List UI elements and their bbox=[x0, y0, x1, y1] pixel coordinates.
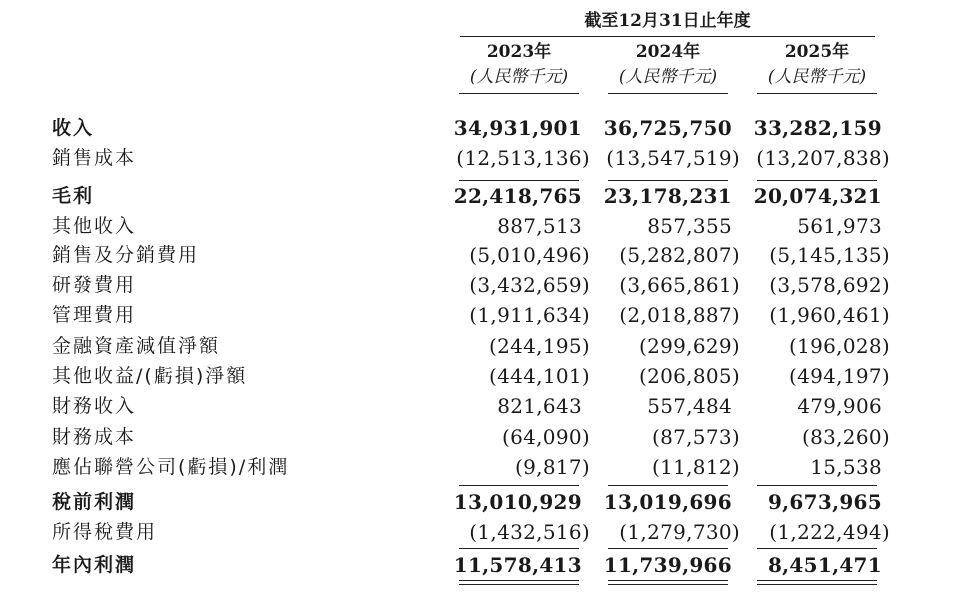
row-label-text: 管理費用 bbox=[52, 300, 136, 330]
table-row bbox=[0, 550, 971, 580]
subtotal-rule bbox=[459, 485, 579, 486]
row-value: (5,282,807) bbox=[619, 243, 740, 267]
row-label bbox=[52, 270, 432, 300]
column-unit-2023: (人民幣千元) bbox=[469, 67, 569, 87]
row-value: (494,197) bbox=[788, 364, 890, 388]
row-value: 13,010,929 bbox=[453, 490, 582, 514]
row-value: 33,282,159 bbox=[753, 116, 882, 140]
subtotal-rule bbox=[459, 548, 579, 549]
table-row bbox=[0, 452, 971, 482]
row-value: 479,906 bbox=[797, 394, 882, 418]
row-label bbox=[52, 550, 432, 580]
row-value: (3,432,659) bbox=[469, 273, 590, 297]
row-label bbox=[52, 143, 432, 173]
period-header: 截至12月31日止年度 bbox=[584, 11, 751, 31]
column-year-2025: 2025年 bbox=[784, 42, 850, 62]
row-label-text: 所得稅費用 bbox=[52, 517, 157, 547]
row-label-text: 稅前利潤 bbox=[52, 487, 136, 517]
row-label-text: 應佔聯營公司(虧損)/利潤 bbox=[52, 452, 289, 482]
row-label bbox=[52, 361, 432, 391]
row-label-text: 年內利潤 bbox=[52, 550, 136, 580]
row-value: (1,911,634) bbox=[469, 303, 590, 327]
row-label bbox=[52, 181, 432, 211]
table-row bbox=[0, 143, 971, 173]
row-value: 22,418,765 bbox=[453, 184, 582, 208]
row-value: (11,812) bbox=[652, 455, 740, 479]
row-value: 8,451,471 bbox=[767, 553, 882, 577]
row-value: (206,805) bbox=[638, 364, 740, 388]
row-value: (12,513,136) bbox=[456, 146, 590, 170]
row-label-text: 銷售成本 bbox=[52, 143, 136, 173]
row-value: (299,629) bbox=[638, 334, 740, 358]
column-rule-2023 bbox=[459, 93, 579, 94]
total-double-rule bbox=[608, 580, 728, 585]
row-value: (5,010,496) bbox=[469, 243, 590, 267]
subtotal-rule bbox=[608, 180, 728, 181]
column-unit-2024: (人民幣千元) bbox=[618, 67, 718, 87]
row-value: 34,931,901 bbox=[453, 116, 582, 140]
row-value: (244,195) bbox=[488, 334, 590, 358]
row-label-text: 其他收益/(虧損)淨額 bbox=[52, 361, 247, 391]
row-value: (87,573) bbox=[652, 425, 740, 449]
column-rule-2025 bbox=[757, 93, 877, 94]
column-rule-2024 bbox=[608, 93, 728, 94]
row-value: 561,973 bbox=[797, 214, 882, 238]
period-header-rule bbox=[460, 36, 875, 37]
row-value: 20,074,321 bbox=[753, 184, 882, 208]
row-value: 9,673,965 bbox=[767, 490, 882, 514]
row-label bbox=[52, 422, 432, 452]
row-label bbox=[52, 517, 432, 547]
row-value: (3,578,692) bbox=[769, 273, 890, 297]
row-label-text: 研發費用 bbox=[52, 270, 136, 300]
row-value: 36,725,750 bbox=[603, 116, 732, 140]
table-row bbox=[0, 240, 971, 270]
row-value: (9,817) bbox=[515, 455, 590, 479]
row-value: (83,260) bbox=[802, 425, 890, 449]
table-row bbox=[0, 270, 971, 300]
row-label-text: 其他收入 bbox=[52, 211, 136, 241]
row-value: (1,279,730) bbox=[619, 520, 740, 544]
row-value: (1,960,461) bbox=[769, 303, 890, 327]
table-row bbox=[0, 361, 971, 391]
column-year-2024: 2024年 bbox=[635, 42, 701, 62]
row-label bbox=[52, 211, 432, 241]
total-double-rule bbox=[459, 580, 579, 585]
row-value: 557,484 bbox=[647, 394, 732, 418]
subtotal-rule bbox=[459, 180, 579, 181]
row-label bbox=[52, 391, 432, 421]
row-value: (3,665,861) bbox=[619, 273, 740, 297]
row-label bbox=[52, 452, 432, 482]
total-double-rule bbox=[757, 580, 877, 585]
row-label-text: 財務成本 bbox=[52, 422, 136, 452]
table-row bbox=[0, 211, 971, 241]
subtotal-rule bbox=[608, 548, 728, 549]
row-label bbox=[52, 300, 432, 330]
table-row bbox=[0, 331, 971, 361]
row-value: 11,578,413 bbox=[453, 553, 582, 577]
row-value: 13,019,696 bbox=[603, 490, 732, 514]
row-value: (1,222,494) bbox=[769, 520, 890, 544]
row-label bbox=[52, 487, 432, 517]
row-value: 15,538 bbox=[810, 455, 882, 479]
subtotal-rule bbox=[757, 485, 877, 486]
row-value: 887,513 bbox=[497, 214, 582, 238]
row-label-text: 毛利 bbox=[52, 181, 94, 211]
table-row bbox=[0, 300, 971, 330]
table-row bbox=[0, 391, 971, 421]
table-row bbox=[0, 517, 971, 547]
row-value: (13,207,838) bbox=[756, 146, 890, 170]
table-row bbox=[0, 113, 971, 143]
row-label bbox=[52, 240, 432, 270]
subtotal-rule bbox=[608, 485, 728, 486]
subtotal-rule bbox=[757, 548, 877, 549]
row-value: (13,547,519) bbox=[606, 146, 740, 170]
row-value: 821,643 bbox=[497, 394, 582, 418]
subtotal-rule bbox=[757, 180, 877, 181]
row-label-text: 財務收入 bbox=[52, 391, 136, 421]
row-value: 23,178,231 bbox=[603, 184, 732, 208]
dot-leader bbox=[52, 132, 432, 134]
row-label-text: 銷售及分銷費用 bbox=[52, 240, 199, 270]
table-row bbox=[0, 487, 971, 517]
row-value: (444,101) bbox=[488, 364, 590, 388]
row-value: (2,018,887) bbox=[619, 303, 740, 327]
table-row bbox=[0, 422, 971, 452]
row-value: (64,090) bbox=[502, 425, 590, 449]
row-label bbox=[52, 113, 432, 143]
row-value: (196,028) bbox=[788, 334, 890, 358]
row-label-text: 收入 bbox=[52, 113, 94, 143]
row-label bbox=[52, 331, 432, 361]
row-value: 857,355 bbox=[647, 214, 732, 238]
row-label-text: 金融資產減值淨額 bbox=[52, 331, 220, 361]
row-value: 11,739,966 bbox=[603, 553, 732, 577]
column-unit-2025: (人民幣千元) bbox=[767, 67, 867, 87]
row-value: (1,432,516) bbox=[469, 520, 590, 544]
table-row bbox=[0, 181, 971, 211]
row-value: (5,145,135) bbox=[769, 243, 890, 267]
dot-leader bbox=[52, 200, 432, 202]
column-year-2023: 2023年 bbox=[486, 42, 552, 62]
